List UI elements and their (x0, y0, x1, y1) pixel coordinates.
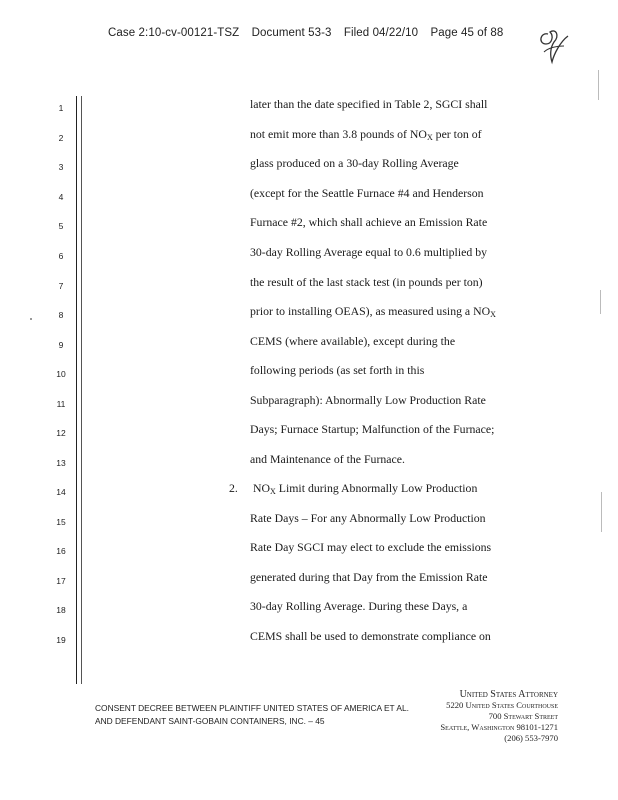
body-line (250, 304, 496, 319)
margin-rule-left (76, 96, 77, 684)
body-line (250, 127, 482, 142)
body-line: and Maintenance of the Furnace. (250, 452, 405, 466)
body-line-text: per ton of (432, 127, 482, 141)
body-line: generated during that Day from the Emission Rate (250, 570, 488, 584)
body-line: CEMS (where available), except during the (250, 334, 456, 348)
footer-caption (95, 702, 409, 728)
attorney-address-block (412, 689, 558, 744)
scan-speck (30, 318, 32, 320)
footer-caption-line: AND DEFENDANT SAINT-GOBAIN CONTAINERS, INC. – 45 (95, 716, 325, 726)
filed-date: Filed 04/22/10 (343, 27, 419, 39)
line-number: 15 (56, 517, 66, 527)
scan-edge-mark (601, 492, 602, 532)
line-number: 6 (58, 251, 64, 261)
address-line: 700 Stewart Street (488, 711, 558, 721)
document-number: Document 53-3 (251, 27, 332, 39)
body-line: Subparagraph): Abnormally Low Production Rate (250, 393, 486, 407)
line-number: 3 (58, 162, 64, 172)
page-indicator: Page 45 of 88 (430, 27, 504, 39)
body-line: glass produced on a 30-day Rolling Average (250, 156, 459, 170)
body-line: CEMS shall be used to demonstrate compliance on (250, 629, 491, 643)
body-line: Rate Days – For any Abnormally Low Production (250, 511, 486, 525)
body-line: Rate Day SGCI may elect to exclude the emissions (250, 540, 492, 554)
line-number: 11 (56, 399, 66, 409)
body-line: Days; Furnace Startup; Malfunction of the Furnace; (250, 422, 495, 436)
body-line-text: prior to installing OEAS), as measured using a NO (250, 304, 491, 318)
body-line-text: NO (253, 481, 271, 495)
body-line: 30-day Rolling Average equal to 0.6 multiplied by (250, 245, 487, 259)
line-number: 8 (58, 310, 64, 320)
line-number: 10 (56, 369, 66, 379)
address-line: 5220 United States Courthouse (446, 700, 558, 710)
line-number: 1 (58, 103, 64, 113)
body-line: following periods (as set forth in this (250, 363, 425, 377)
subscript: X (426, 133, 433, 142)
line-number: 9 (58, 340, 64, 350)
handwritten-initials-icon (534, 22, 574, 66)
subscript: X (490, 310, 496, 319)
line-number: 14 (56, 487, 66, 497)
line-number: 18 (56, 605, 66, 615)
body-line: Furnace #2, which shall achieve an Emission Rate (250, 215, 488, 229)
line-number: 19 (56, 635, 66, 645)
line-number: 7 (58, 281, 64, 291)
scan-edge-mark (600, 290, 601, 314)
body-line: later than the date specified in Table 2, SGCI shall (250, 97, 488, 111)
body-line-text: not emit more than 3.8 pounds of NO (250, 127, 427, 141)
line-number: 12 (56, 428, 66, 438)
line-number: 16 (56, 546, 66, 556)
body-line: 30-day Rolling Average. During these Days, a (250, 599, 468, 613)
phone-number: (206) 553-7970 (504, 733, 558, 743)
body-line: the result of the last stack test (in pounds per ton) (250, 275, 483, 289)
line-number: 5 (58, 221, 64, 231)
paragraph-number: 2. (229, 481, 238, 495)
case-header (108, 27, 512, 39)
line-number: 4 (58, 192, 64, 202)
subscript: X (270, 487, 276, 496)
numbered-paragraph (229, 481, 477, 496)
body-line-text: Limit during Abnormally Low Production (275, 481, 478, 495)
margin-rule-right (81, 96, 82, 684)
scan-edge-mark (598, 70, 599, 100)
line-number: 17 (56, 576, 66, 586)
line-number: 13 (56, 458, 66, 468)
body-line: (except for the Seattle Furnace #4 and Henderson (250, 186, 484, 200)
case-number: Case 2:10-cv-00121-TSZ (108, 27, 240, 39)
attorney-office: United States Attorney (459, 689, 558, 700)
footer-caption-line: CONSENT DECREE BETWEEN PLAINTIFF UNITED STATES OF AMERICA ET AL. (95, 703, 409, 713)
line-number: 2 (58, 133, 64, 143)
address-line: Seattle, Washington 98101-1271 (440, 722, 558, 732)
